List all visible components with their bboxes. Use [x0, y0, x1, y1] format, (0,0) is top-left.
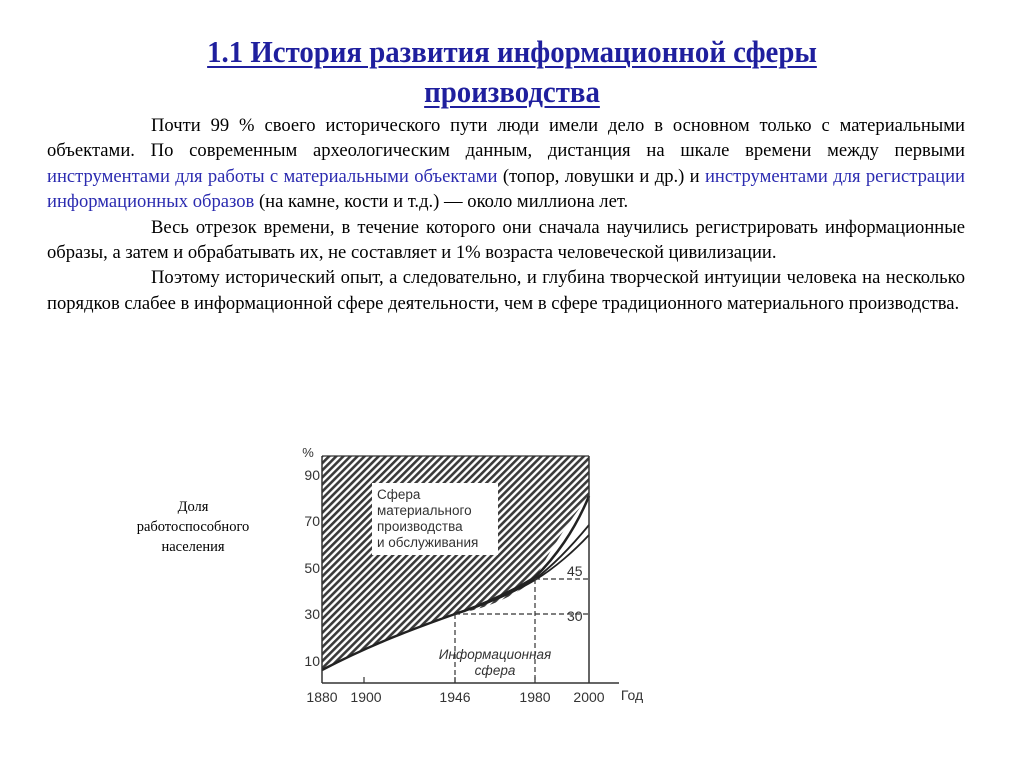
region-label-line: производства — [377, 519, 463, 534]
y-tick-label: 50 — [304, 560, 320, 576]
x-tick-label: 2000 — [573, 689, 605, 705]
workforce-share-chart — [280, 440, 680, 720]
paragraph-1 — [47, 113, 965, 215]
highlighted-term: инструментами для работы с материальными объектами — [47, 165, 498, 187]
y-tick-label: 90 — [304, 467, 320, 483]
highlighted-term: инструментами для регистрации информационных образов — [47, 165, 966, 213]
x-tick-label: 1900 — [350, 689, 382, 705]
x-tick-label: 1946 — [439, 689, 471, 705]
y-tick-label: 70 — [304, 513, 320, 529]
y-tick-label: 10 — [304, 653, 320, 669]
slide-title — [129, 32, 895, 112]
side-label-line: Доля — [177, 499, 209, 515]
info-sphere-label-line: сфера — [474, 663, 516, 678]
text-segment: Весь отрезок времени, в течение которого они сначала научились регистрировать информационные образы, а затем и обрабатывать их, не составляет и 1% возраста человеческой цивилизации. — [47, 216, 965, 264]
side-label-line: населения — [161, 539, 225, 555]
region-label-line: Сфера — [377, 487, 421, 502]
y-axis-label: % — [302, 445, 314, 460]
x-tick-label: 1880 — [306, 689, 338, 705]
text-segment: Поэтому исторический опыт, а следовательно, и глубина творческой интуиции человека на несколько порядков слабее в информационной сфере деятельности, чем в сфере традиционного материального производства. — [47, 267, 965, 314]
text-segment: (топор, ловушки и др.) и — [497, 165, 705, 187]
region-label-line: материального — [377, 503, 472, 518]
y-tick-label: 30 — [304, 606, 320, 622]
annotation-30: 30 — [567, 608, 583, 624]
title-line-2: производства — [424, 74, 600, 109]
x-tick-label: 1980 — [519, 689, 551, 705]
region-label-line: и обслуживания — [377, 535, 479, 550]
title-line-1: 1.1 История развития информационной сферы — [207, 34, 817, 69]
annotation-45: 45 — [567, 563, 583, 579]
paragraph-2 — [47, 215, 965, 266]
side-label-line: работоспособного — [136, 519, 250, 535]
x-axis-label: Год — [620, 687, 644, 703]
text-segment: Почти 99 % своего исторического пути люди имели дело в основном только с материальными объектами. По современным археологическим данным, дистанция на шкале времени между первыми — [47, 115, 965, 162]
body-text — [47, 113, 965, 316]
info-sphere-label-line: Информационная — [438, 647, 552, 662]
text-segment: (на камне, кости и т.д.) — около миллиона лет. — [254, 191, 629, 213]
paragraph-3 — [47, 265, 965, 316]
chart-side-label — [118, 497, 268, 557]
